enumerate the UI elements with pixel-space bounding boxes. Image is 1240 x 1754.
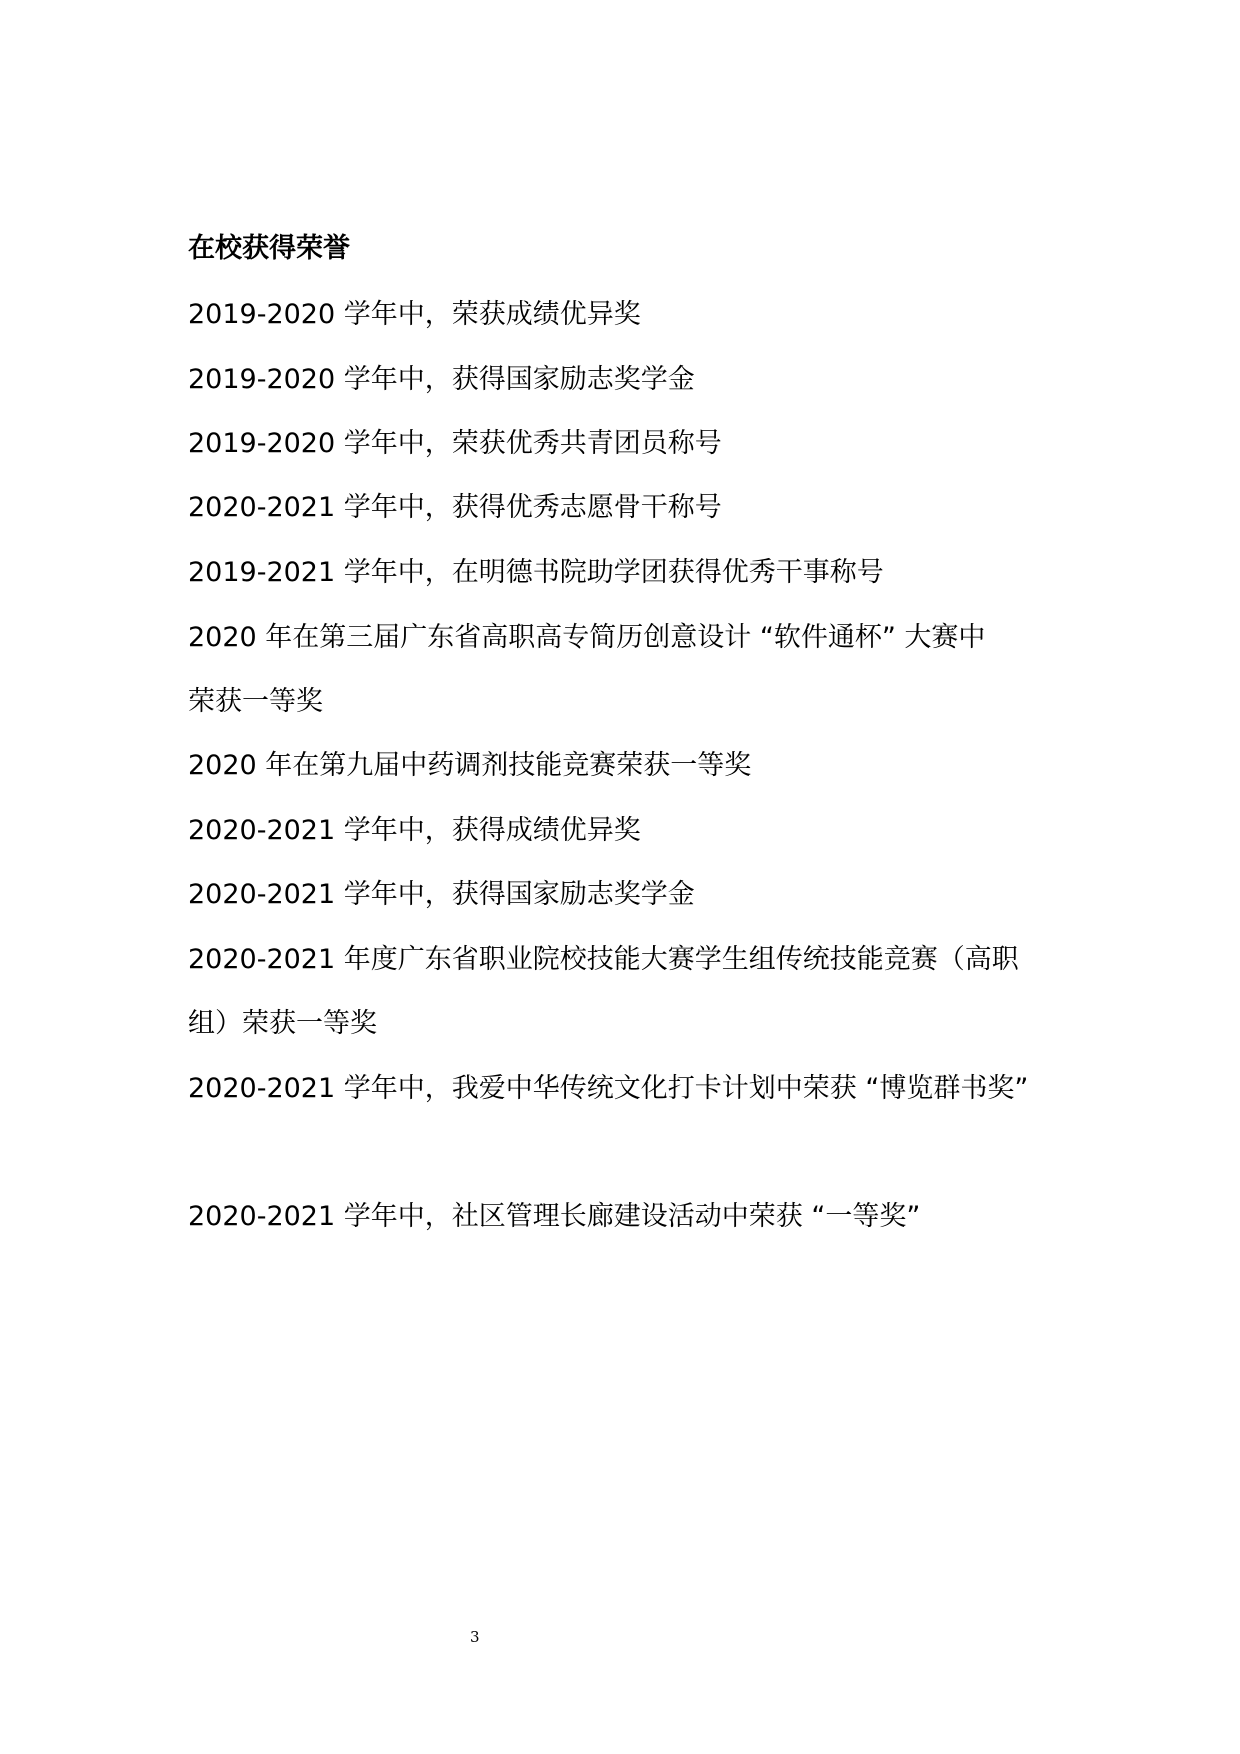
honor-line: 2019-2020 学年中，获得国家励志奖学金 <box>188 364 695 395</box>
honor-line: 2020-2021 学年中，获得成绩优异奖 <box>188 815 641 846</box>
honor-line-continued: 组）荣获一等奖 <box>188 1008 377 1039</box>
honor-line: 2020-2021 学年中，获得国家励志奖学金 <box>188 879 695 910</box>
honor-line: 2019-2020 学年中，荣获成绩优异奖 <box>188 299 641 330</box>
section-heading: 在校获得荣誉 <box>188 233 350 264</box>
honor-line: 2019-2021 学年中，在明德书院助学团获得优秀干事称号 <box>188 557 884 588</box>
honor-line: 2019-2020 学年中，荣获优秀共青团员称号 <box>188 428 722 459</box>
page-number: 3 <box>470 1628 480 1646</box>
honor-line: 2020 年在第三届广东省高职高专简历创意设计 “软件通杯” 大赛中 <box>188 622 986 653</box>
honor-line: 2020-2021 年度广东省职业院校技能大赛学生组传统技能竞赛（高职 <box>188 944 1019 975</box>
honor-line: 2020-2021 学年中，我爱中华传统文化打卡计划中荣获 “博览群书奖” <box>188 1073 1029 1104</box>
honor-line: 2020-2021 学年中，获得优秀志愿骨干称号 <box>188 492 722 523</box>
honor-line: 2020 年在第九届中药调剂技能竞赛荣获一等奖 <box>188 750 752 781</box>
honor-line: 2020-2021 学年中，社区管理长廊建设活动中荣获 “一等奖” <box>188 1201 921 1232</box>
honor-line-continued: 荣获一等奖 <box>188 686 323 717</box>
